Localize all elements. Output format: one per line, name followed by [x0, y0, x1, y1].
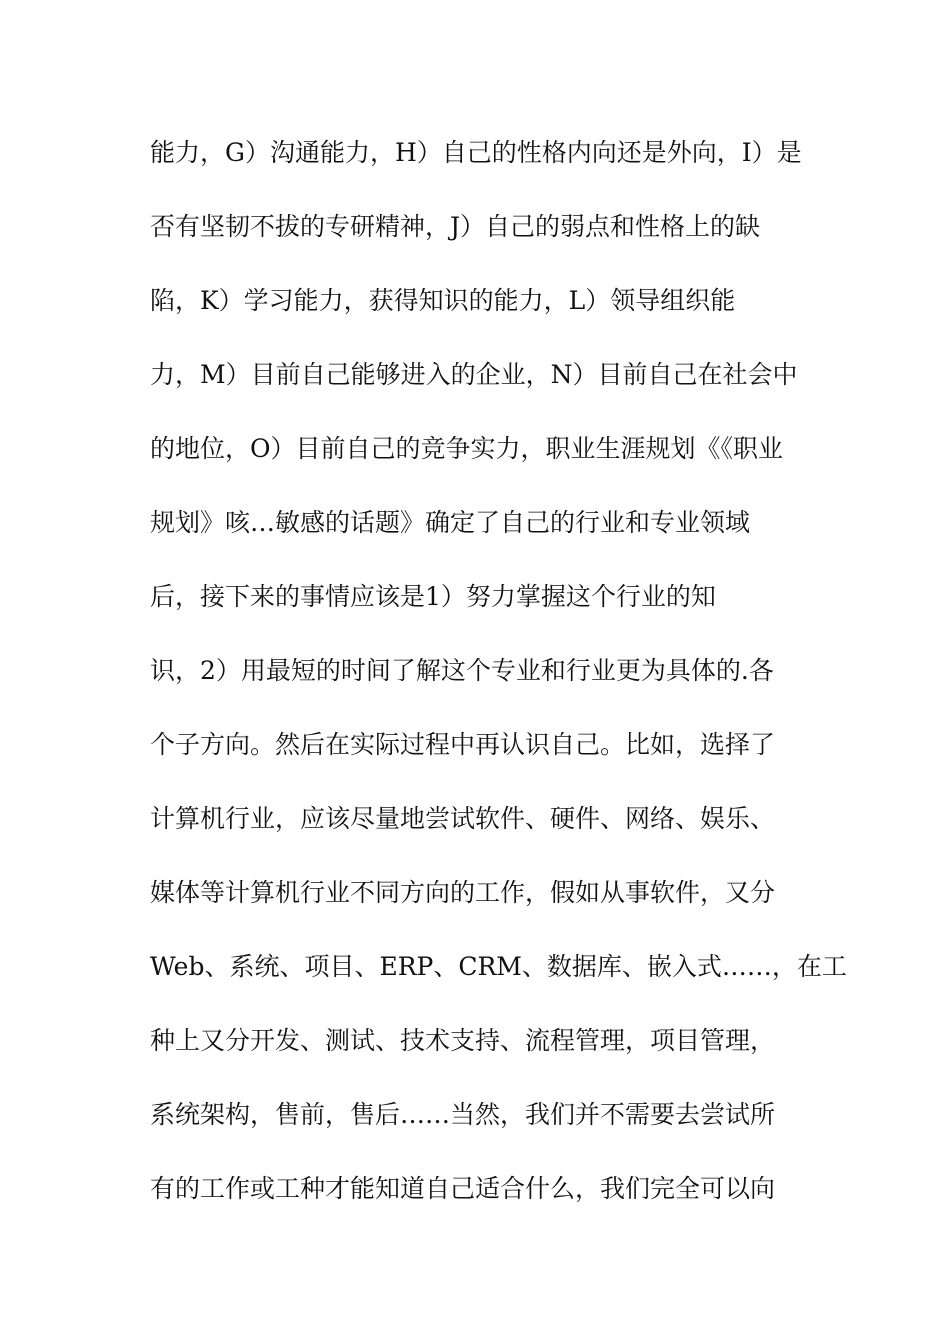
text-line: 陷，K）学习能力，获得知识的能力，L）领导组织能 [150, 286, 736, 315]
text-line: 系统架构，售前，售后……当然，我们并不需要去尝试所 [150, 1100, 776, 1129]
text-line: 个子方向。然后在实际过程中再认识自己。比如，选择了 [150, 730, 776, 759]
text-line: Web、系统、项目、ERP、CRM、数据库、嵌入式……，在工 [150, 952, 847, 981]
text-line: 识，2）用最短的时间了解这个专业和行业更为具体的.各 [150, 656, 774, 685]
text-line: 规划》咳…敏感的话题》确定了自己的行业和专业领域 [150, 508, 751, 537]
text-line: 力，M）目前自己能够进入的企业，N）目前自己在社会中 [150, 360, 798, 389]
text-line: 计算机行业，应该尽量地尝试软件、硬件、网络、娱乐、 [150, 804, 776, 833]
text-line: 的地位，O）目前自己的竞争实力，职业生涯规划《《职业 [150, 434, 783, 463]
text-line: 有的工作或工种才能知道自己适合什么，我们完全可以向 [150, 1174, 776, 1203]
body-text [150, 128, 847, 1238]
text-line: 种上又分开发、测试、技术支持、流程管理，项目管理， [150, 1026, 776, 1055]
text-line: 能力，G）沟通能力，H）自己的性格内向还是外向，I）是 [150, 138, 802, 167]
text-line: 媒体等计算机行业不同方向的工作，假如从事软件，又分 [150, 878, 776, 907]
text-line: 后，接下来的事情应该是1）努力掌握这个行业的知 [150, 582, 716, 611]
text-line: 否有坚韧不拔的专研精神，J）自己的弱点和性格上的缺 [150, 212, 761, 241]
